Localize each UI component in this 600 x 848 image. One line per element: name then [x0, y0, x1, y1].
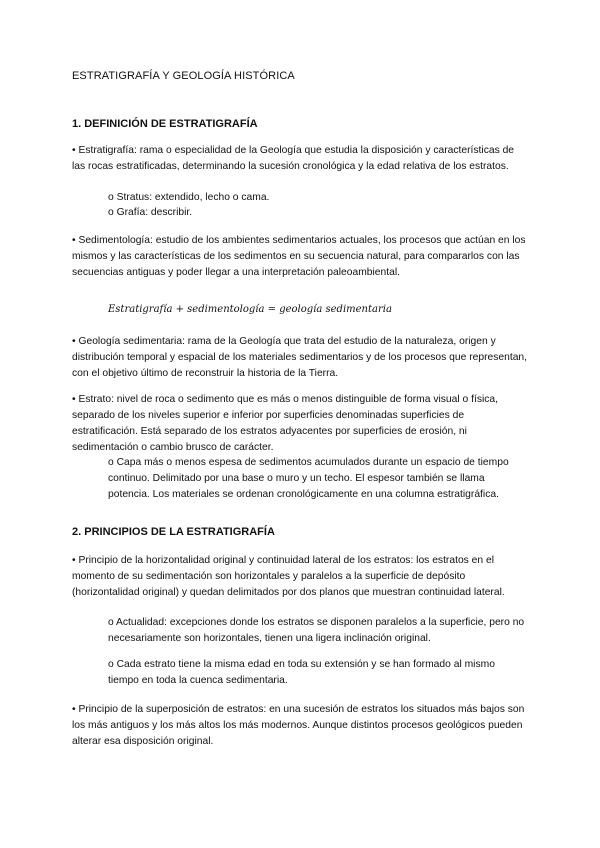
paragraph-estratigrafia: • Estratigrafía: rama o especialidad de la Geología que estudia la disposición y características de las rocas estratificadas, determinando la sucesión cronológica y la edad relativa de los estratos. — [72, 145, 515, 172]
subitem-grafia: o Grafía: describir. — [108, 207, 193, 218]
subitem-capa: o Capa más o menos espesa de sedimentos acumulados durante un espacio de tiempo continuo. Delimitado por una base o muro y un techo. El espesor también se llama potencia. Los materiales se ordenan cronológicamente en una columna estratigráfica. — [108, 457, 509, 500]
paragraph-horizontalidad: • Principio de la horizontalidad original y continuidad lateral de los estratos: los estratos en el momento de su sedimentación son horizontales y paralelos a la superficie de depósito (horizontalidad original) y quedan delimitados por dos planos que muestran continuidad lateral. — [72, 555, 505, 598]
section-1-heading: 1. DEFINICIÓN DE ESTRATIGRAFÍA — [72, 118, 258, 130]
section-2-heading: 2. PRINCIPIOS DE LA ESTRATIGRAFÍA — [72, 526, 275, 538]
document-title: ESTRATIGRAFÍA Y GEOLOGÍA HISTÓRICA — [72, 70, 295, 82]
subitem-stratus: o Stratus: extendido, lecho o cama. — [108, 192, 270, 203]
paragraph-geologia-sedimentaria: • Geología sedimentaria: rama de la Geología que trata del estudio de la naturaleza, origen y distribución temporal y espacial de los materiales sedimentarios y de los procesos que representan, con el objetivo último de reconstruir la historia de la Tierra. — [72, 336, 528, 379]
paragraph-superposicion: • Principio de la superposición de estratos: en una sucesión de estratos los situados más bajos son los más antiguos y los más altos los más modernos. Aunque distintos procesos geológicos pueden alterar esa disposición original. — [72, 704, 525, 747]
subitem-actualidad: o Actualidad: excepciones donde los estratos se disponen paralelos a la superficie, pero no necesariamente son horizontales, tienen una ligera inclinación original. — [108, 617, 525, 644]
paragraph-sedimentologia: • Sedimentología: estudio de los ambientes sedimentarios actuales, los procesos que actúan en los mismos y las características de los sedimentos en su secuencia natural, para compararlos con las secuencias antiguas y poder llegar a una interpretación paleoambiental. — [72, 235, 526, 278]
paragraph-estrato: • Estrato: nivel de roca o sedimento que es más o menos distinguible de forma visual o física, separado de los niveles superior e inferior por superficies denominadas superficies de estratificación. Está separado de los estratos adyacentes por superficies de erosión, ni sedimentación o cambio brusco de carácter. — [72, 394, 498, 453]
subitem-misma-edad: o Cada estrato tiene la misma edad en toda su extensión y se han formado al mismo tiempo en toda la cuenca sedimentaria. — [108, 659, 495, 686]
formula-equation: Estratigrafía + sedimentología = geología sedimentaria — [108, 304, 392, 315]
